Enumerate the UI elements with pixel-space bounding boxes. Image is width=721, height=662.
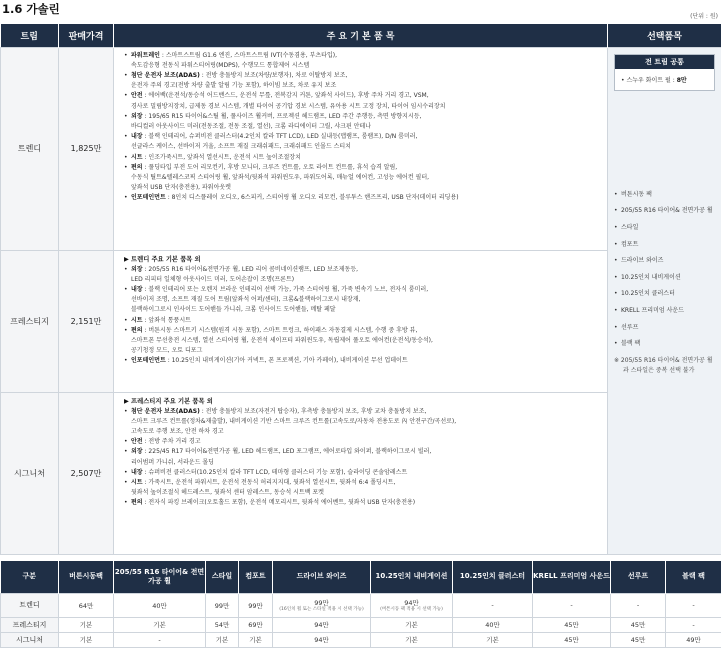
feature-item [124,478,601,488]
option-price-header: 205/55 R16 타이어& 전면가공 휠 [114,561,206,593]
option-price-value: 기본 [486,636,499,644]
option-price-cell [273,593,371,617]
feature-text: : 버튼시동 스마트키 시스템(원격 시동 포함), 스마트 트렁크, 하이패스 자동결제 시스템, 수행 중 후방 뷰, [142,326,418,334]
trim-features-trendy [114,47,608,250]
feature-label: 편의 [131,163,143,171]
feature-text: 리어범퍼 가니쉬, 서라운드 몰딩 [131,458,214,466]
option-price-header: 컴포트 [239,561,273,593]
option-item: • 10.25인치 클러스터 [614,289,715,298]
feature-text: LED 리피터 일체형 아웃사이드 미러, 도어손잡이 조명(프론트) [131,275,295,283]
feature-item [124,356,601,366]
feature-text: 바디컬러 아웃사이드 미러(전동조절, 전동 조절, 열선), 크롬 라디에이터 그릴, 샤크핀 안테나 [131,122,372,130]
option-price-cell [533,617,611,632]
feature-text: : 에어백(운전석/동승석 어드밴스드, 운전석 무릎, 전복감지 커튼, 앞좌석 사이드), 후방 주차 거리 경고, VSM, [142,92,429,100]
feature-label: 편의 [131,499,143,507]
feature-item [124,132,601,142]
common-option-price: 8만 [676,76,687,84]
option-spacer [614,95,715,183]
option-price-cell [206,632,239,647]
feature-continuation [124,61,601,71]
option-price-cell [114,617,206,632]
option-items [614,190,715,349]
option-price-cell [59,632,114,647]
option-price-cell [611,632,666,647]
feature-item [124,193,601,203]
option-item: • KRELL 프리미엄 사운드 [614,306,715,315]
option-price-cell [273,617,371,632]
section-lead: ▶ 트렌디 주요 기본 품목 외 [124,255,201,263]
feature-item [124,153,601,163]
feature-continuation [124,102,601,112]
feature-continuation [124,427,601,437]
feature-label: 외장 [131,448,143,456]
feature-text: : 전자식 파킹 브레이크(오토홀드 포함), 운전석 메모리시트, 뒷좌석 에어벤트, 뒷좌석 USB 단자(충전용) [142,499,416,507]
option-price-cell [611,593,666,617]
option-price-value: - [692,620,695,629]
feature-continuation [124,488,601,498]
option-price-cell [239,632,273,647]
option-price-row-name: 프레스티지 [1,617,59,632]
header-options: 선택품목 [608,24,721,47]
option-price-value: 45만 [564,621,579,629]
option-price-cell [239,593,273,617]
feature-label: 첨단 운전자 보조(ADAS) [131,407,200,415]
trim-name-prestige: 프레스티지 [1,250,59,392]
option-price-value: - [692,601,695,609]
feature-item [124,316,601,326]
common-option-item [615,69,714,90]
feature-text: : 가죽시트, 운전석 파워시트, 운전석 전동식 허리지지대, 뒷좌석 열선시트, 뒷좌석 6:4 폴딩시트, [142,478,396,486]
feature-text: 스마트 크루즈 컨트롤(정차&재출발), 내비게이션 기반 스마트 크루즈 컨트롤(고속도로/자동차 전용도로 內 안전구간/곡선로), [131,417,457,425]
feature-item [124,265,601,275]
option-price-value: 94만 [314,636,329,644]
option-price-row [1,617,721,632]
option-price-row-name: 시그니처 [1,632,59,647]
option-price-cell [371,593,453,617]
option-price-cell [114,593,206,617]
feature-continuation [124,458,601,468]
option-price-cell [453,593,533,617]
common-option-title: 전 트림 공통 [615,55,714,69]
feature-text: : 블랙 인테리어, 슈퍼비전 클러스터(4.2인치 칼라 TFT LCD), LED 실내등(맵램프, 룸램프), D/N 룸미러, [142,133,418,141]
feature-label: 외장 [131,265,143,273]
feature-item [124,407,601,417]
option-price-row [1,632,721,647]
option-price-value: 49만 [686,636,701,644]
feature-continuation [124,173,601,183]
page-title: 1.6 가솔린 [2,2,60,16]
option-price-row [1,593,721,617]
feature-text: : 전방 충돌방지 보조(차량/보행자), 차로 이탈방지 보조, [199,71,348,79]
option-price-cell [666,593,721,617]
feature-text: : 인조가죽시트, 앞좌석 열선시트, 운전석 시트 높이조절장치 [142,153,301,161]
option-price-value: 69만 [248,621,263,629]
option-price-value: 94만 [404,598,419,607]
feature-item [124,71,601,81]
unit-note: (단위 : 원) [690,13,718,20]
trim-features-prestige [114,250,608,392]
feature-text: : 225/45 R17 타이어&전면가공 휠, LED 헤드램프, LED 포그램프, 에어로타입 와이퍼, 블랙하이그로시 빌러, [142,448,432,456]
feature-text: : 전방 충돌방지 보조(자전거 탑승자), 후측방 충돌방지 보조, 후방 교차 충돌방지 보조, [199,407,427,415]
option-price-value: 99만 [248,601,263,610]
feature-continuation [124,142,601,152]
option-price-value: 기본 [405,621,418,629]
option-price-cell [666,632,721,647]
option-list-panel [608,47,721,554]
option-price-body [1,593,721,647]
option-price-cell [533,593,611,617]
option-price-header: KRELL 프리미엄 사운드 [533,561,611,593]
option-price-header: 블랙 팩 [666,561,721,593]
common-option-label: • 스누우 화이트 펄 [621,76,671,84]
option-item: • 205/55 R16 타이어& 전면가공 휠 [614,206,715,215]
feature-continuation [124,275,601,285]
option-price-header: 선루프 [611,561,666,593]
option-price-value: 기본 [215,636,229,644]
feature-item [124,447,601,457]
feature-text: 경사로 밀림방지장치, 급제동 경보 시스템, 개별 타이어 공기압 경보 시스템, 유아용 시트 고정 장치, 타이어 임시수리장치 [131,102,446,110]
option-price-value: 45만 [564,636,579,644]
feature-text: 뒷좌석 높이조절식 헤드레스트, 뒷좌석 센터 암레스트, 동승석 시트백 포켓 [131,489,324,497]
option-price-value: 99만 [314,598,329,607]
option-price-header: 10.25인치 내비게이션 [371,561,453,593]
option-price-cell [273,632,371,647]
feature-text: 운전자 주의 경고(전방 차량 출발 알림 기능 포함), 하이빔 보조, 차로 유지 보조 [131,82,337,90]
trim-feature-table [0,24,721,555]
feature-label: 시트 [131,153,143,161]
feature-item [124,163,601,173]
common-option-box [614,54,715,91]
option-price-row-name: 트렌디 [1,593,59,617]
option-price-cell [206,593,239,617]
feature-label: 내장 [131,285,143,293]
feature-continuation [124,122,601,132]
option-price-value: 45만 [630,621,646,629]
header-features: 주 요 기 본 품 목 [114,24,608,47]
feature-item [124,498,601,508]
option-price-value: 45만 [630,636,646,644]
option-price-cell [533,632,611,647]
option-item: • 10.25인치 내비게이션 [614,273,715,282]
feature-text: 고속도로 주행 보조, 안전 하차 경고 [131,427,224,435]
option-item: • 드라이브 와이즈 [614,256,715,265]
feature-label: 첨단 운전자 보조(ADAS) [131,71,200,79]
option-price-value: 94만 [314,621,329,629]
option-price-value: 기본 [79,636,93,644]
option-price-value: 64만 [78,601,94,610]
option-price-cell [453,617,533,632]
option-price-value: - [570,601,573,609]
feature-continuation [124,81,601,91]
option-price-header: 드라이브 와이즈 [273,561,371,593]
feature-item [124,468,601,478]
option-price-value: - [491,601,494,609]
feature-text: : 앞좌석 통풍시트 [142,316,191,324]
feature-continuation [124,346,601,356]
option-price-table [0,561,721,648]
header-price: 판매가격 [59,24,114,47]
option-item: • 컴포트 [614,240,715,249]
feature-item [124,326,601,336]
option-price-value: 기본 [405,636,418,644]
feature-continuation [124,295,601,305]
feature-item [124,437,601,447]
option-price-value: - [636,601,640,609]
option-price-value: 99만 [214,601,230,610]
option-price-value: 40만 [485,621,500,629]
option-price-cell [114,632,206,647]
feature-text: 속도감응형 전동식 파워스티어링(MDPS), 수행모드 통합제어 시스템 [131,61,310,69]
feature-text: : 풀딩타입 부전 도어 리모컨키, 후방 모니터, 크루즈 컨트롤, 오토 라이트 컨트롤, 휴석 습격 알림, [142,163,398,171]
option-price-value: 기본 [249,636,262,644]
option-price-cell [666,617,721,632]
feature-label: 인포테인먼트 [131,357,166,365]
option-price-value: 기본 [153,621,166,629]
feature-continuation [124,417,601,427]
feature-item [124,285,601,295]
feature-text: 선글라스 케이스, 선바이저 거울, 소프트 재질 크래쉬패드, 크래쉬패드 인몰드 스티치 [131,143,351,151]
option-price-corner: 구분 [1,561,59,593]
trim-features-signature [114,392,608,554]
feature-text: 앞좌석 USB 단자(충전용), 파워아웃렛 [131,184,231,192]
trim-price-prestige: 2,151만 [59,250,114,392]
section-lead: ▶ 프레스티지 주요 기본 품목 외 [124,397,213,405]
feature-text: 선바이저 조명, 소프트 재질 도어 트림(앞좌석 어퍼/센터), 크롬&블랙하이그로시 내장재, [131,296,361,304]
feature-text: 수동식 틸트&텔레스코픽 스티어링 휠, 앞좌석/뒷좌석 파워윈도우, 파워도어록, 매뉴얼 에어컨, 고성능 에어컨 필터, [131,173,430,181]
feature-label: 외장 [131,112,143,120]
feature-item [124,51,601,61]
header-trim: 트림 [1,24,59,47]
option-price-header: 10.25인치 클러스터 [453,561,533,593]
option-price-value: 54만 [214,621,230,629]
feature-text: : 195/65 R15 타이어&스틸 휠, 풀사이즈 휠커버, 프로젝션 헤드램프, LED 주간 주행등, 측면 방향지시등, [142,112,422,120]
feature-continuation [124,336,601,346]
option-price-value: - [158,635,161,644]
feature-item [124,112,601,122]
feature-label: 안전 [131,438,143,446]
option-price-value: 기본 [79,621,93,629]
option-price-cell [59,617,114,632]
feature-text: : 10.25인치 내비게이션(기아 커넥트, 폰 프로젝션, 기아 카페이), 내비게이션 무선 업데이트 [165,357,408,365]
option-price-value: 40만 [152,601,167,610]
feature-label: 시트 [131,316,143,324]
feature-label: 내장 [131,133,143,141]
feature-label: 시트 [131,478,143,486]
option-price-note: (16인치 휠 또는 스타일 적용 시 선택 가능) [279,606,364,612]
option-price-note: (버튼시동 팩 적용 시 선택 가능) [380,606,443,612]
common-option-divider: : [672,76,677,84]
trim-price-trendy: 1,825만 [59,47,114,250]
feature-continuation [124,305,601,315]
feature-label: 편의 [131,326,143,334]
feature-text: : 205/55 R16 타이어&전면가공 휠, LED 리어 콤비네이션램프, LED 보조제동등, [142,265,359,273]
feature-item [124,91,601,101]
option-price-header: 스타일 [206,561,239,593]
feature-label: 안전 [131,92,143,100]
option-price-cell [453,632,533,647]
feature-text: : 전방 주차 거리 경고 [142,438,201,446]
feature-text: : 8인치 디스플레이 오디오, 6스피커, 스티어링 휠 오디오 리모컨, 블루투스 핸즈프리, USB 단자(데이터 리딩용) [165,194,459,202]
option-item: • 선루프 [614,323,715,332]
feature-text: 공기청정 모드, 오토 디포그 [131,347,203,355]
trim-name-signature: 시그니처 [1,392,59,554]
option-price-header: 버튼시동팩 [59,561,114,593]
feature-label: 내장 [131,468,143,476]
feature-label: 인포테인먼트 [131,194,166,202]
trim-name-trendy: 트렌디 [1,47,59,250]
feature-text: : 블랙 인테리어 또는 오렌지 브라운 인테리어 선택 가능, 가죽 스티어링 휠, 가죽 변속기 노브, 전자식 룸미러, [142,285,429,293]
option-price-cell [611,617,666,632]
option-price-header-row [1,561,721,593]
option-item: • 버튼시동 팩 [614,190,715,199]
option-item: • 블랙 팩 [614,339,715,348]
option-price-cell [371,617,453,632]
feature-text: 스마트폰 무선충전 시스템, 열선 스티어링 휠, 운전석 세이프티 파워윈도우, 독립제어 풀오토 에어컨(운전석/동승석), [131,336,433,344]
option-price-cell [239,617,273,632]
feature-label: 파워트레인 [131,51,160,59]
trim-price-signature: 2,507만 [59,392,114,554]
option-price-cell [371,632,453,647]
feature-text: : 스마트스트림 G1.6 엔진, 스마트스트림 IVT(수동겸용, 부츠타입), [159,51,338,59]
option-price-cell [206,617,239,632]
feature-text: 블랙하이그로시 인사이드 도어핸들 가니쉬, 크롬 인사이드 도어핸들, 메탈 페달 [131,306,336,314]
option-price-cell [59,593,114,617]
feature-text: : 슈퍼비전 클러스터(10.25인치 칼라 TFT LCD, 테마형 클러스터 기능 포함), 슬라이딩 콘솔암레스트 [142,468,408,476]
option-note: ※ 205/55 R16 타이어& 전면가공 휠과 스타일은 중복 선택 불가 [614,357,713,374]
feature-continuation [124,183,601,193]
option-item: • 스타일 [614,223,715,232]
